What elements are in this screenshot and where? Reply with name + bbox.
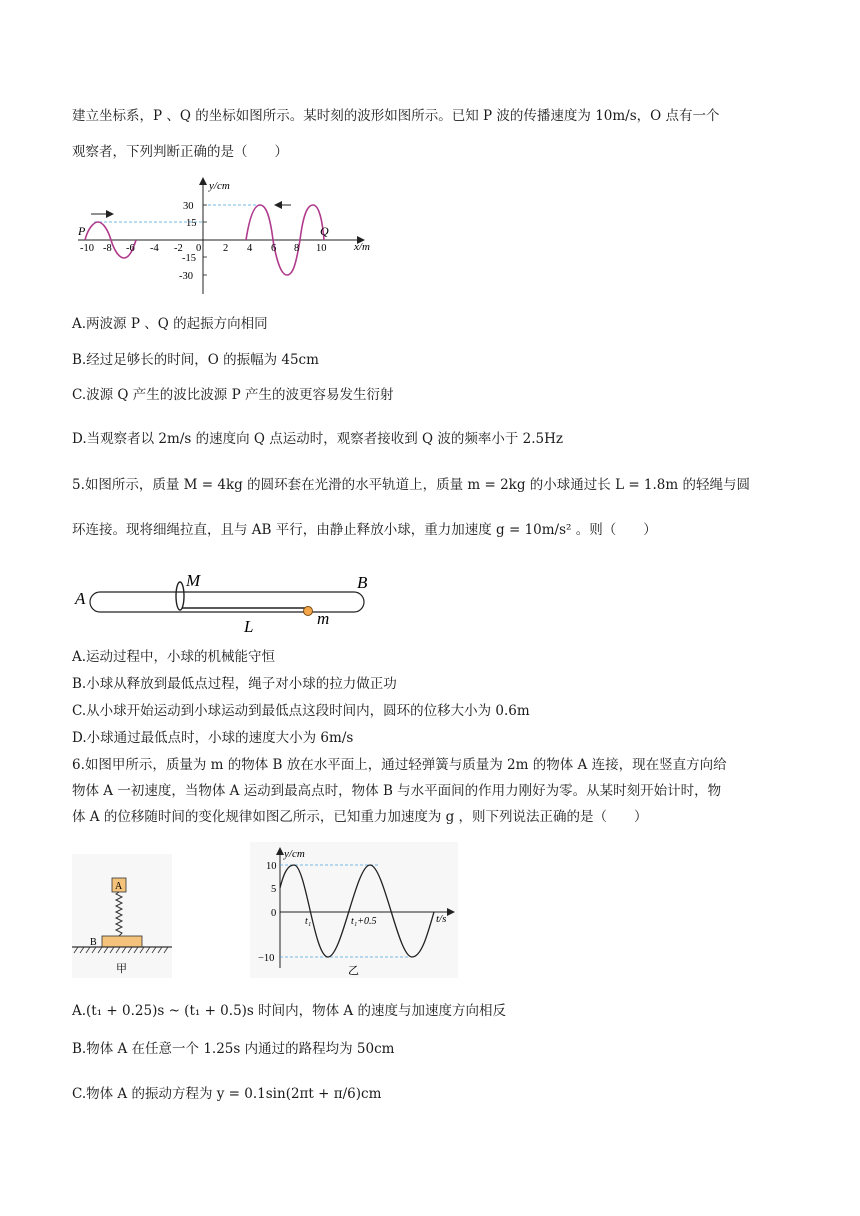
q4-option-c: C.波源 Q 产生的波比波源 P 产生的波更容易发生衍射 xyxy=(72,387,394,403)
q5-stem-line1: 5.如图所示，质量 M = 4kg 的圆环套在光滑的水平轨道上，质量 m = 2kg 的小球通过长 L = 1.8m 的轻绳与圆 xyxy=(72,477,750,493)
label-a: A xyxy=(75,589,86,608)
q4-option-b: B.经过足够长的时间，O 的振幅为 45cm xyxy=(72,352,319,368)
label-b: B xyxy=(357,573,368,592)
label-p: P xyxy=(78,224,86,238)
caption-jia: 甲 xyxy=(116,963,127,975)
x-tick: 6 xyxy=(271,243,277,254)
block-b xyxy=(102,936,142,947)
t-axis-label: t/s xyxy=(436,913,447,925)
y-tick: 30 xyxy=(183,201,194,212)
x-tick: 8 xyxy=(294,243,300,254)
block-b-label: B xyxy=(90,937,97,948)
label-m-ring: M xyxy=(186,571,201,590)
x-tick: 4 xyxy=(247,243,253,254)
y-tick: -30 xyxy=(179,271,193,282)
y-tick: -15 xyxy=(182,253,196,264)
x-tick: 2 xyxy=(223,243,229,254)
y-tick: 0 xyxy=(271,908,277,919)
q6-option-b: B.物体 A 在任意一个 1.25s 内通过的路程均为 50cm xyxy=(72,1041,395,1057)
x-tick: -6 xyxy=(126,243,135,254)
q5-stem-line2: 环连接。现将细绳拉直，且与 AB 平行，由静止释放小球，重力加速度 g = 10m/s² 。则（ ） xyxy=(72,522,657,538)
q6-graph-figure xyxy=(250,842,458,978)
y-axis-label: y/cm xyxy=(209,180,230,192)
q4-wave-figure xyxy=(72,172,372,297)
q4-stem-line1: 建立坐标系，P 、Q 的坐标如图所示。某时刻的波形如图所示。已知 P 波的传播速度为 10m/s，O 点有一个 xyxy=(72,108,720,124)
t1-label: t₁ xyxy=(305,916,312,927)
q6-stem-line1: 6.如图甲所示，质量为 m 的物体 B 放在水平面上，通过轻弹簧与质量为 2m 的物体 A 连接，现在竖直方向给 xyxy=(72,757,727,773)
x-tick: 10 xyxy=(316,243,327,254)
caption-yi: 乙 xyxy=(348,965,359,977)
x-tick: -4 xyxy=(150,243,159,254)
q4-option-d: D.当观察者以 2m/s 的速度向 Q 点运动时，观察者接收到 Q 波的频率小于 2.5Hz xyxy=(72,431,564,447)
q6-stem-line3: 体 A 的位移随时间的变化规律如图乙所示，已知重力加速度为 g ，则下列说法正确的是（ ） xyxy=(72,809,648,825)
block-a-label: A xyxy=(115,881,123,892)
q4-stem-line2: 观察者，下列判断正确的是（ ） xyxy=(72,144,288,160)
label-m-ball: m xyxy=(317,609,330,628)
y-tick: 0 xyxy=(196,243,202,254)
q6-option-c: C.物体 A 的振动方程为 y = 0.1sin(2πt + π/6)cm xyxy=(72,1086,382,1102)
y-tick: 5 xyxy=(271,884,277,895)
q5-option-d: D.小球通过最低点时，小球的速度大小为 6m/s xyxy=(72,730,354,746)
y-tick: −10 xyxy=(258,953,275,964)
q4-option-a: A.两波源 P 、Q 的起振方向相同 xyxy=(72,316,268,332)
label-q: Q xyxy=(320,224,329,238)
y-tick: 15 xyxy=(186,218,197,229)
y-tick: 10 xyxy=(266,861,277,872)
q5-ring-figure xyxy=(72,566,382,638)
x-axis-label: x/m xyxy=(354,241,370,253)
q5-option-b: B.小球从释放到最低点过程，绳子对小球的拉力做正功 xyxy=(72,676,397,692)
q6-spring-figure xyxy=(72,854,172,978)
t2-label: t₁+0.5 xyxy=(351,916,377,927)
x-tick: -8 xyxy=(103,243,112,254)
y-axis-label: y/cm xyxy=(284,848,305,860)
q5-option-c: C.从小球开始运动到小球运动到最低点这段时间内，圆环的位移大小为 0.6m xyxy=(72,703,530,719)
q6-option-a: A.(t₁ + 0.25)s ~ (t₁ + 0.5)s 时间内，物体 A 的速度与加速度方向相反 xyxy=(72,1003,506,1019)
x-tick: -2 xyxy=(174,243,183,254)
ball xyxy=(304,607,313,616)
q6-stem-line2: 物体 A 一初速度，当物体 A 运动到最高点时，物体 B 与水平面间的作用力刚好为零。从某时刻开始计时，物 xyxy=(72,783,722,799)
x-tick: -10 xyxy=(80,243,94,254)
q5-option-a: A.运动过程中，小球的机械能守恒 xyxy=(72,649,276,665)
label-l: L xyxy=(244,617,254,636)
